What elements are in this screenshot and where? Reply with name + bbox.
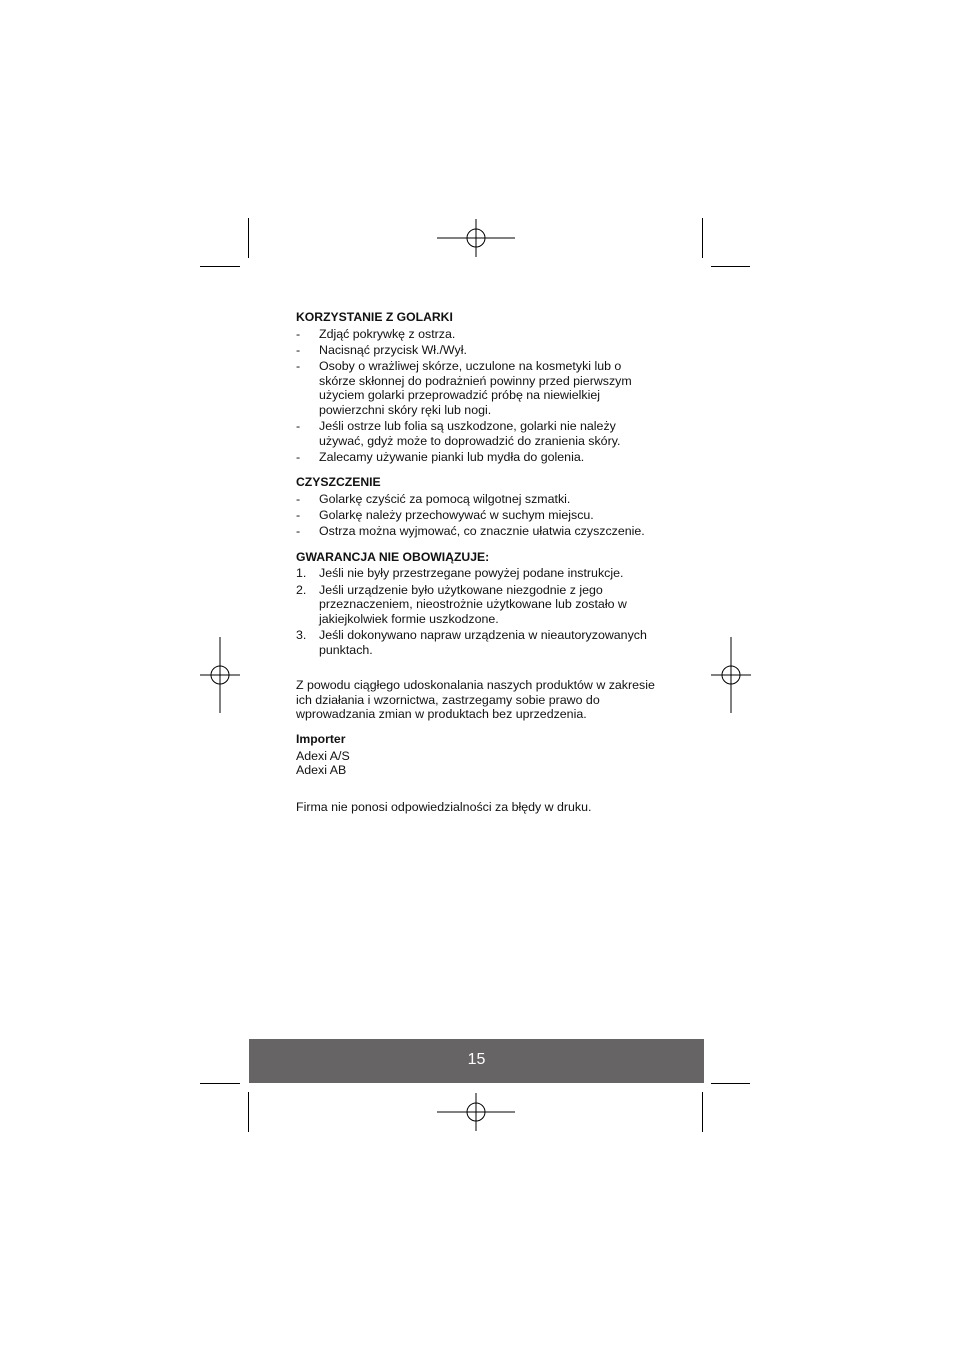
list-item-text: Nacisnąć przycisk Wł./Wył. bbox=[319, 342, 467, 357]
document-body bbox=[296, 310, 660, 824]
list-marker: - bbox=[296, 524, 301, 539]
list-item-text: Golarkę czyścić za pomocą wilgotnej szmatki. bbox=[319, 491, 571, 506]
list-marker: 2. bbox=[296, 582, 307, 597]
crop-mark-bottom-right-horizontal bbox=[711, 1083, 750, 1084]
list-item bbox=[296, 343, 660, 358]
list-item-text: Zalecamy używanie pianki lub mydła do golenia. bbox=[319, 449, 585, 464]
page-footer-bar bbox=[249, 1039, 704, 1083]
warranty-list bbox=[296, 566, 660, 657]
crop-mark-bottom-right-vertical bbox=[702, 1092, 703, 1132]
list-item bbox=[296, 524, 660, 539]
registration-mark-left-icon bbox=[200, 637, 240, 713]
list-item bbox=[296, 566, 660, 581]
list-item-text: Jeśli ostrze lub folia są uszkodzone, golarki nie należy używać, gdyż może to doprowadzić do zranienia skóry. bbox=[319, 418, 621, 448]
list-marker: 1. bbox=[296, 566, 307, 581]
list-item bbox=[296, 508, 660, 523]
crop-mark-top-left-vertical bbox=[248, 218, 249, 258]
registration-mark-right-icon bbox=[711, 637, 751, 713]
list-marker: - bbox=[296, 449, 301, 464]
list-item bbox=[296, 583, 660, 627]
list-item bbox=[296, 628, 660, 657]
product-notice: Z powodu ciągłego udoskonalania naszych produktów w zakresie ich działania i wzornictwa, zastrzegamy sobie prawo do wprowadzania zmian w produktach bez uprzedzenia. bbox=[296, 678, 655, 722]
list-marker: - bbox=[296, 508, 301, 523]
section-usage bbox=[296, 310, 660, 464]
importer-line: Adexi AB bbox=[296, 763, 347, 778]
list-marker: - bbox=[296, 358, 301, 373]
list-item bbox=[296, 359, 660, 417]
registration-mark-top-icon bbox=[437, 219, 515, 257]
list-item-text: Golarkę należy przechowywać w suchym miejscu. bbox=[319, 508, 594, 523]
list-item-text: Jeśli urządzenie było użytkowane niezgodnie z jego przeznaczeniem, nieostrożnie użytkowane lub zostało w jakiejkolwiek formie uszkodzone. bbox=[319, 582, 627, 626]
crop-mark-bottom-left-horizontal bbox=[200, 1083, 240, 1084]
page-number: 15 bbox=[467, 1051, 486, 1068]
list-item-text: Osoby o wrażliwej skórze, uczulone na kosmetyki lub o skórze skłonnej do podrażnień powinny przed pierwszym użyciem golarki przeprowadzić próbę na niewielkiej powierzchni skóry ręki lub nogi. bbox=[319, 358, 632, 417]
registration-mark-bottom-icon bbox=[437, 1093, 515, 1131]
list-marker: - bbox=[296, 418, 301, 433]
list-marker: - bbox=[296, 491, 301, 506]
list-item-text: Jeśli nie były przestrzegane powyżej podane instrukcje. bbox=[319, 566, 624, 581]
print-disclaimer: Firma nie ponosi odpowiedzialności za błędy w druku. bbox=[296, 799, 592, 814]
importer-line: Adexi A/S bbox=[296, 748, 350, 763]
section-heading: GWARANCJA NIE OBOWIĄZUJE: bbox=[296, 549, 490, 564]
list-item bbox=[296, 492, 660, 507]
list-item bbox=[296, 419, 660, 448]
list-item bbox=[296, 450, 660, 465]
crop-mark-top-right-vertical bbox=[702, 218, 703, 258]
section-cleaning bbox=[296, 475, 660, 539]
list-marker: - bbox=[296, 326, 301, 341]
crop-mark-top-right-horizontal bbox=[711, 266, 750, 267]
crop-mark-top-left-horizontal bbox=[200, 266, 240, 267]
crop-mark-bottom-left-vertical bbox=[248, 1092, 249, 1132]
list-marker: - bbox=[296, 342, 301, 357]
list-item-text: Zdjąć pokrywkę z ostrza. bbox=[319, 326, 456, 341]
cleaning-list bbox=[296, 492, 660, 539]
importer-heading: Importer bbox=[296, 732, 346, 746]
list-item bbox=[296, 327, 660, 342]
list-marker: 3. bbox=[296, 628, 307, 643]
usage-list bbox=[296, 327, 660, 465]
section-warranty bbox=[296, 550, 660, 657]
list-item-text: Ostrza można wyjmować, co znacznie ułatwia czyszczenie. bbox=[319, 524, 645, 539]
list-item-text: Jeśli dokonywano napraw urządzenia w nieautoryzowanych punktach. bbox=[319, 628, 647, 657]
importer-block bbox=[296, 732, 660, 778]
section-heading: KORZYSTANIE Z GOLARKI bbox=[296, 310, 453, 324]
section-heading: CZYSZCZENIE bbox=[296, 475, 381, 490]
